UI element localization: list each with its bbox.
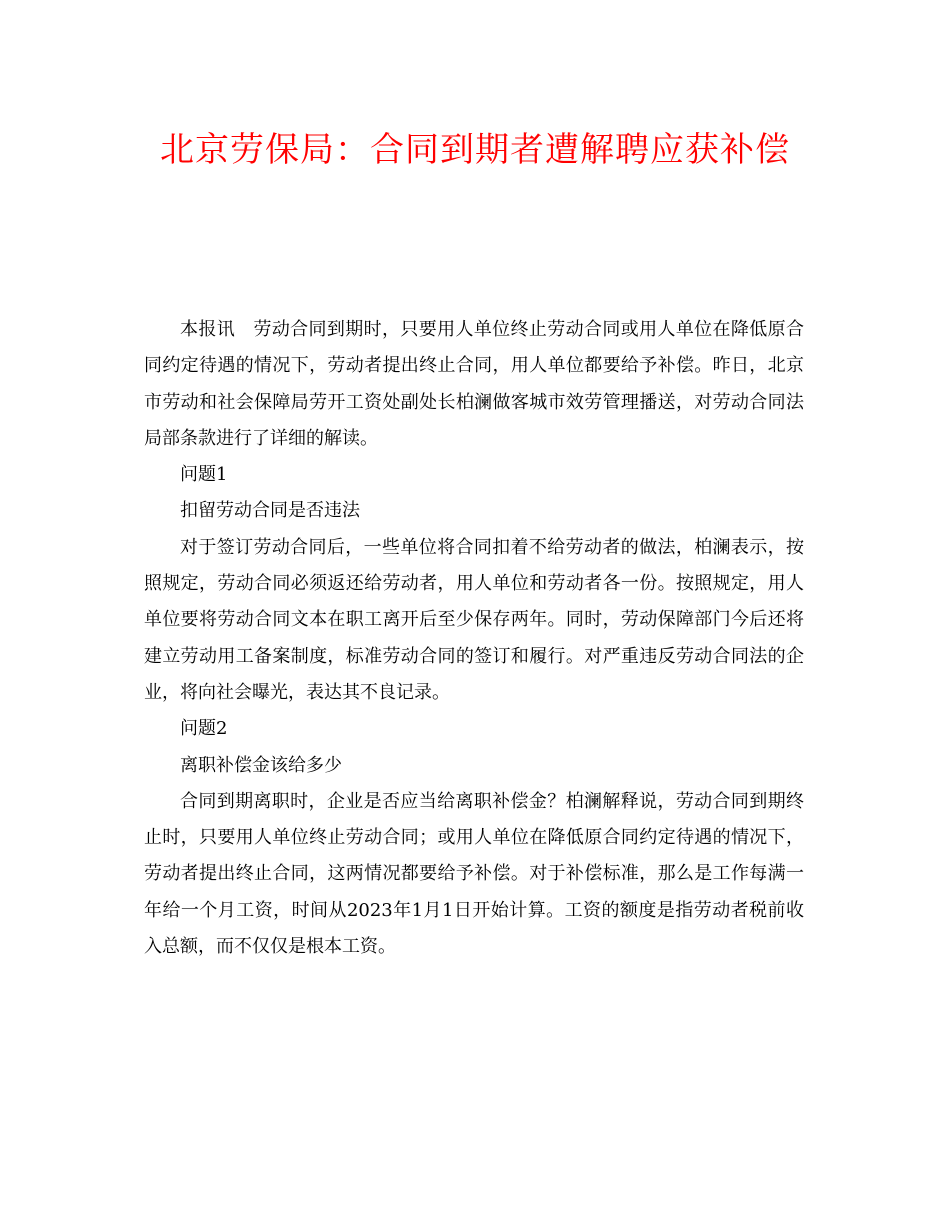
question-2-heading: 离职补偿金该给多少 — [180, 754, 342, 776]
question-1-heading: 扣留劳动合同是否违法 — [180, 500, 360, 522]
question-2-answer: 合同到期离职时，企业是否应当给离职补偿金？柏澜解释说，劳动合同到期终止时，只要用人单位终止劳动合同；或用人单位在降低原合同约定待遇的情况下，劳动者提出终止合同，这两情况都要给予补偿。对于补偿标准，那么是工作每满一年给一个月工资，时间从2023年1月1日开始计算。工资的额度是指劳动者税前收入总额，而不仅仅是根本工资。 — [144, 790, 804, 958]
question-1-label: 问题1 — [180, 464, 228, 486]
question-1-answer: 对于签订劳动合同后，一些单位将合同扣着不给劳动者的做法，柏澜表示，按照规定，劳动合同必须返还给劳动者，用人单位和劳动者各一份。按照规定，用人单位要将劳动合同文本在职工离开后至少保存两年。同时，劳动保障部门今后还将建立劳动用工备案制度，标准劳动合同的签订和履行。对严重违反劳动合同法的企业，将向社会曝光，表达其不良记录。 — [144, 536, 804, 703]
question-2-label: 问题2 — [180, 718, 228, 740]
article-body — [144, 312, 804, 965]
page-title: 北京劳保局：合同到期者遭解聘应获补偿 — [160, 130, 790, 170]
intro-paragraph: 本报讯 劳动合同到期时，只要用人单位终止劳动合同或用人单位在降低原合同约定待遇的情况下，劳动者提出终止合同，用人单位都要给予补偿。昨日，北京市劳动和社会保障局劳开工资处副处长柏澜做客城市效劳管理播送，对劳动合同法局部条款进行了详细的解读。 — [144, 319, 804, 449]
